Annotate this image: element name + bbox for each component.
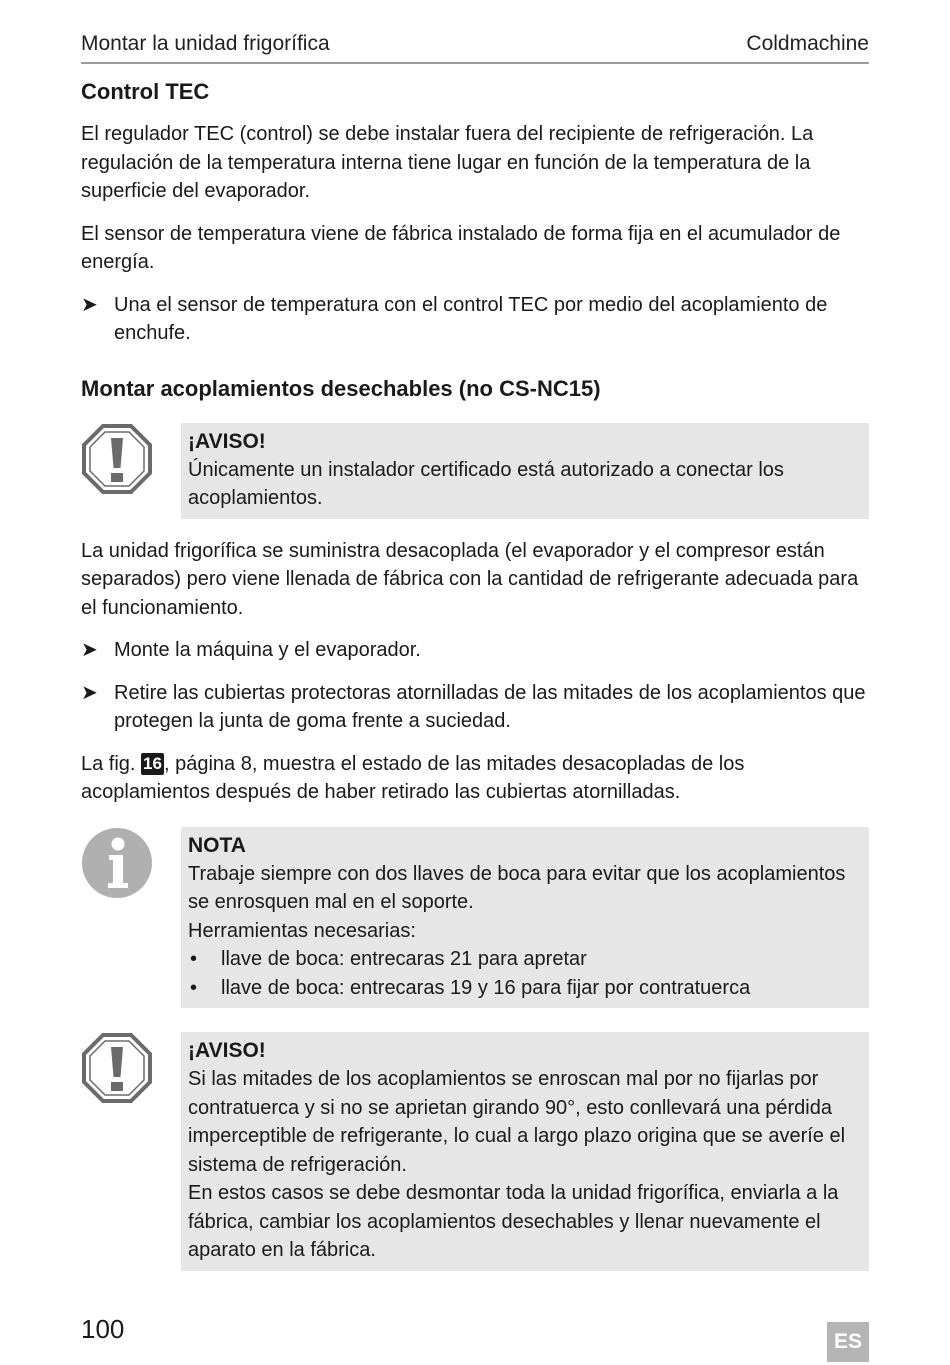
paragraph: El regulador TEC (control) se debe instalar fuera del recipiente de refrigeración. La regulación de la temperatura interna tiene lugar en función de la temperatura de la superficie del evaporador.: [81, 123, 814, 202]
bullet-icon: •: [190, 976, 198, 999]
warning-octagon-icon: [81, 1032, 153, 1104]
arrow-icon: ➤: [81, 681, 98, 704]
warning-box: [181, 423, 869, 519]
info-note: [81, 827, 869, 1009]
note-tools-heading: Herramientas necesarias:: [188, 919, 416, 942]
page-number: 100: [81, 1314, 125, 1344]
section-title-couplings: Montar acoplamientos desechables (no CS-NC15): [81, 375, 601, 401]
bullet-icon: •: [190, 948, 198, 970]
note-box: [181, 827, 869, 1009]
list-item-text: llave de boca: entrecaras 21 para apretar: [221, 948, 587, 970]
tools-list: [188, 945, 861, 1002]
instruction-step: [81, 636, 869, 665]
info-circle-icon: [81, 827, 153, 899]
instruction-step: [81, 679, 869, 736]
warning-box: [181, 1032, 869, 1271]
figure-reference-paragraph: [81, 750, 869, 807]
language-badge: ES: [827, 1322, 869, 1362]
warning-notice: [81, 423, 869, 519]
header-product-name: Coldmachine: [746, 32, 869, 55]
header-chapter-title: Montar la unidad frigorífica: [81, 32, 330, 55]
fig-suffix: , página 8, muestra el estado de las mitades desacopladas de los acoplamientos después de haber retirado las cubiertas atornilladas.: [81, 752, 745, 803]
list-item: [188, 974, 861, 1003]
warning-octagon-icon: [81, 423, 153, 495]
notice-text: En estos casos se debe desmontar toda la unidad frigorífica, enviarla a la fábrica, cambiar los acoplamientos desechables y llenar nuevamente el aparato en la fábrica.: [188, 1182, 839, 1261]
fig-prefix: La fig.: [81, 752, 136, 775]
arrow-icon: ➤: [81, 639, 98, 661]
arrow-icon: ➤: [81, 293, 98, 316]
paragraph: El sensor de temperatura viene de fábrica instalado de forma fija en el acumulador de energía.: [81, 222, 841, 273]
notice-text: Si las mitades de los acoplamientos se enroscan mal por no fijarlas por contratuerca y si no se aprietan girando 90°, esto conllevará una pérdida imperceptible de refrigerante, lo cual a largo plazo origina que se averíe el sistema de refrigeración.: [188, 1068, 846, 1176]
step-text: Monte la máquina y el evaporador.: [114, 639, 421, 661]
warning-notice: [81, 1032, 869, 1271]
step-text: Retire las cubiertas protectoras atornilladas de las mitades de los acoplamientos que protegen la junta de goma frente a suciedad.: [114, 681, 866, 732]
note-text: Trabaje siempre con dos llaves de boca para evitar que los acoplamientos se enrosquen mal en el soporte.: [188, 862, 846, 913]
page-content: [81, 78, 869, 1271]
figure-number-badge[interactable]: 16: [143, 753, 162, 773]
list-item-text: llave de boca: entrecaras 19 y 16 para fijar por contratuerca: [221, 976, 751, 999]
notice-text: Únicamente un instalador certificado está autorizado a conectar los acoplamientos.: [188, 458, 784, 509]
paragraph: La unidad frigorífica se suministra desacoplada (el evaporador y el compresor están separados) pero viene llenada de fábrica con la cantidad de refrigerante adecuada para el funcionamiento.: [81, 539, 859, 619]
page-header: [81, 30, 869, 64]
list-item: [188, 945, 861, 974]
note-title: NOTA: [188, 833, 246, 857]
instruction-step: [81, 291, 869, 348]
notice-title: ¡AVISO!: [188, 429, 266, 453]
step-text: Una el sensor de temperatura con el control TEC por medio del acoplamiento de enchufe.: [114, 293, 828, 344]
section-title-control-tec: Control TEC: [81, 79, 210, 104]
notice-title: ¡AVISO!: [188, 1039, 266, 1062]
